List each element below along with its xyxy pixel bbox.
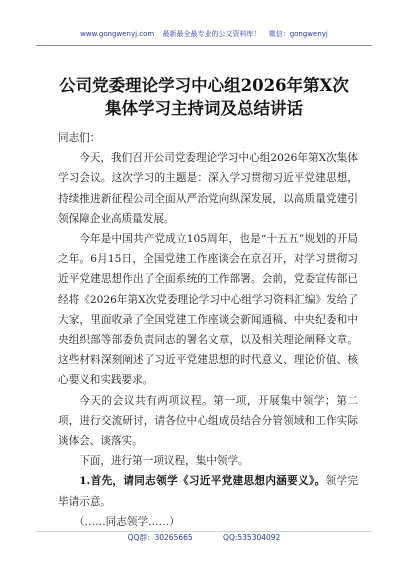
paragraph-opening: 今天，我们召开公司党委理论学习中心组2026年第X次集体学习会议。这次学习的主题是：深入学习贯彻习近平党建思想，持续推进新征程公司全面从严治党向纵深发展，以高质量党建引领保障企业高质量发展。: [58, 152, 358, 225]
wechat-id: 微信：gongwenyj: [268, 30, 328, 38]
site-slogan: 最新最全最专业的公文资料库！: [162, 30, 261, 38]
document-title: [40, 74, 368, 120]
site-url[interactable]: www.gongwenyj.com: [80, 30, 155, 38]
qq-number: QQ:535304092: [223, 533, 281, 542]
site-footer: [36, 533, 372, 543]
paragraph-lead-study: [58, 471, 358, 511]
paragraph-background: 今年是中国共产党成立105周年，也是“十五五”规划的开局之年。6月15日，全国党建工作座谈会在京召开，对学习贯彻习近平党建思想作出了全面系统的工作部署。会前，党委宣传部已经将《2026年第X次党委理论学习中心组学习资料汇编》发给了大家，里面收录了全国党建工作座谈会新闻通稿、中央纪委和中央组织部等部委负责同志的署名文章，以及相关理论阐释文章。这些材料深刻阐述了习近平党建思想的时代意义、理论价值、核心要义和实践要求。: [58, 233, 358, 387]
paragraph-placeholder: （……同志领学……）: [73, 515, 180, 528]
salutation: 同志们：: [58, 132, 101, 144]
lead-study-note: 领学完毕请示意。: [58, 475, 358, 508]
title-line-2: 集体学习主持词及总结讲话: [105, 99, 303, 118]
lead-study-instruction: 1.首先，请同志领学《习近平党建思想内涵要义》。: [79, 475, 326, 488]
site-header: [36, 29, 372, 39]
header-divider: [36, 45, 372, 46]
paragraph-first-item: 下面，进行第一项议程，集中领学。: [79, 455, 249, 468]
qq-group: QQ群：30265665: [127, 533, 193, 542]
title-line-1: 公司党委理论学习中心组2026年第X次: [59, 76, 349, 95]
document-body: [58, 128, 358, 532]
paragraph-agenda: 今天的会议共有两项议程。第一项，开展集中领学；第二项，进行交流研讨，请各位中心组成员结合分管领域和工作实际谈体会、谈落实。: [58, 394, 358, 448]
footer-divider: [36, 531, 372, 532]
